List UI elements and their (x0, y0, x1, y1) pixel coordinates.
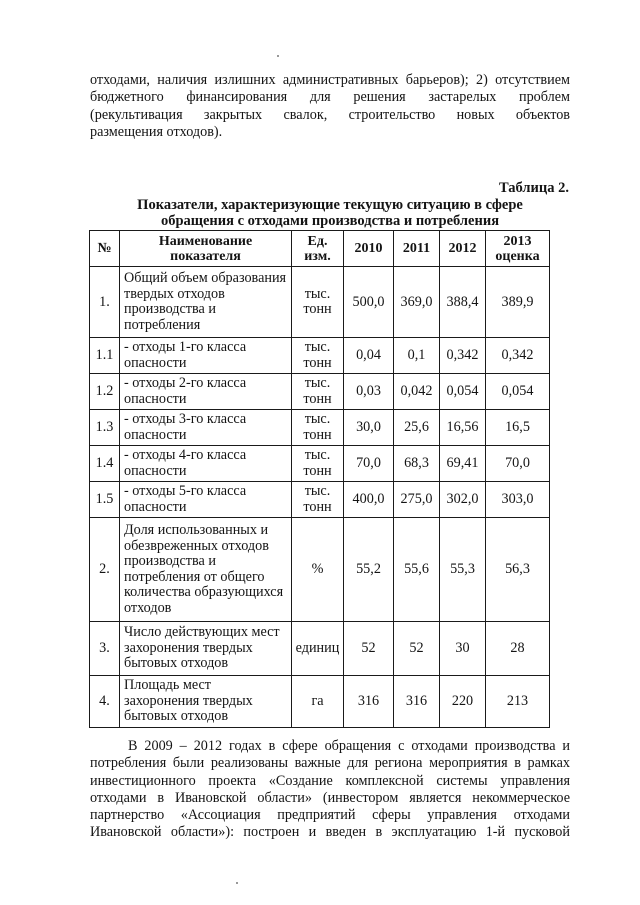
value-2010: 52 (344, 622, 394, 676)
intro-line: (рекультивация закрытых свалок, строительство новых объектов (90, 106, 570, 123)
row-unit: тыс. тонн (292, 374, 344, 410)
row-unit: га (292, 676, 344, 728)
row-name: - отходы 4-го класса опасности (120, 446, 292, 482)
intro-paragraph (90, 72, 570, 141)
row-name: Число действующих мест захоронения твердых бытовых отходов (120, 622, 292, 676)
value-2013: 213 (486, 676, 550, 728)
table-row (90, 676, 550, 728)
intro-line: бюджетного финансирования для решения застарелых проблем (90, 89, 570, 106)
value-2010: 400,0 (344, 482, 394, 518)
header-2012: 2012 (440, 231, 486, 267)
intro-line: отходами, наличия излишних административных барьеров); 2) отсутствием (90, 72, 570, 88)
value-2012: 0,054 (440, 374, 486, 410)
row-name: Доля использованных и обезвреженных отходов производства и потребления от общего количества образующихся отходов (120, 518, 292, 622)
indicators-table (89, 230, 550, 728)
header-2010: 2010 (344, 231, 394, 267)
table-row (90, 374, 550, 410)
table-header-row (90, 231, 550, 267)
table-row (90, 446, 550, 482)
value-2012: 16,56 (440, 410, 486, 446)
value-2011: 316 (394, 676, 440, 728)
value-2011: 52 (394, 622, 440, 676)
header-name: Наименование показателя (120, 231, 292, 267)
value-2013: 16,5 (486, 410, 550, 446)
row-unit: тыс. тонн (292, 482, 344, 518)
row-unit: тыс. тонн (292, 446, 344, 482)
value-2010: 30,0 (344, 410, 394, 446)
table-caption: Таблица 2. (498, 180, 569, 196)
value-2013: 70,0 (486, 446, 550, 482)
value-2013: 303,0 (486, 482, 550, 518)
value-2011: 0,042 (394, 374, 440, 410)
closing-paragraph (90, 738, 570, 842)
value-2010: 316 (344, 676, 394, 728)
row-unit: тыс. тонн (292, 410, 344, 446)
scan-speck (236, 882, 238, 884)
value-2011: 275,0 (394, 482, 440, 518)
closing-line: инвестиционного проекта «Создание комплексной системы управления (90, 772, 570, 789)
value-2012: 69,41 (440, 446, 486, 482)
table-title-line: обращения с отходами производства и потребления (160, 213, 500, 229)
table-row (90, 338, 550, 374)
table-title-line: Показатели, характеризующие текущую ситуацию в сфере (137, 197, 523, 213)
table-row (90, 518, 550, 622)
row-num: 4. (90, 676, 120, 728)
header-num: № (90, 231, 120, 267)
row-num: 1.1 (90, 338, 120, 374)
value-2013: 0,054 (486, 374, 550, 410)
header-unit: Ед. изм. (292, 231, 344, 267)
row-num: 1. (90, 267, 120, 338)
closing-line: отходами в Ивановской области» (инвестором является некоммерческое (90, 789, 570, 806)
row-num: 2. (90, 518, 120, 622)
value-2012: 302,0 (440, 482, 486, 518)
row-name: - отходы 1-го класса опасности (120, 338, 292, 374)
value-2013: 0,342 (486, 338, 550, 374)
row-num: 1.3 (90, 410, 120, 446)
table-row (90, 622, 550, 676)
header-2013: 2013 оценка (486, 231, 550, 267)
value-2013: 56,3 (486, 518, 550, 622)
value-2012: 388,4 (440, 267, 486, 338)
value-2013: 389,9 (486, 267, 550, 338)
value-2011: 68,3 (394, 446, 440, 482)
row-num: 1.5 (90, 482, 120, 518)
value-2010: 55,2 (344, 518, 394, 622)
row-num: 1.4 (90, 446, 120, 482)
value-2012: 30 (440, 622, 486, 676)
value-2011: 55,6 (394, 518, 440, 622)
intro-line: размещения отходов). (90, 123, 223, 140)
row-unit: тыс. тонн (292, 267, 344, 338)
closing-line: Ивановской области»): построен и введен в эксплуатацию 1-й пусковой (90, 824, 570, 841)
value-2012: 55,3 (440, 518, 486, 622)
value-2010: 0,04 (344, 338, 394, 374)
closing-line: потребления были реализованы важные для региона мероприятия в рамках (90, 755, 570, 772)
table-row (90, 267, 550, 338)
table-title (90, 197, 570, 229)
row-num: 1.2 (90, 374, 120, 410)
table-row (90, 410, 550, 446)
value-2010: 500,0 (344, 267, 394, 338)
row-unit: % (292, 518, 344, 622)
row-name: Площадь мест захоронения твердых бытовых отходов (120, 676, 292, 728)
closing-line: В 2009 – 2012 годах в сфере обращения с отходами производства и (128, 738, 570, 754)
row-name: Общий объем образования твердых отходов производства и потребления (120, 267, 292, 338)
closing-line: партнерство «Ассоциация предприятий сферы управления отходами (90, 807, 570, 824)
table-row (90, 482, 550, 518)
value-2011: 0,1 (394, 338, 440, 374)
value-2010: 0,03 (344, 374, 394, 410)
row-unit: единиц (292, 622, 344, 676)
value-2012: 220 (440, 676, 486, 728)
value-2011: 25,6 (394, 410, 440, 446)
row-name: - отходы 5-го класса опасности (120, 482, 292, 518)
header-2011: 2011 (394, 231, 440, 267)
row-num: 3. (90, 622, 120, 676)
value-2011: 369,0 (394, 267, 440, 338)
row-unit: тыс. тонн (292, 338, 344, 374)
value-2010: 70,0 (344, 446, 394, 482)
value-2013: 28 (486, 622, 550, 676)
value-2012: 0,342 (440, 338, 486, 374)
scan-speck (277, 55, 279, 57)
row-name: - отходы 3-го класса опасности (120, 410, 292, 446)
row-name: - отходы 2-го класса опасности (120, 374, 292, 410)
